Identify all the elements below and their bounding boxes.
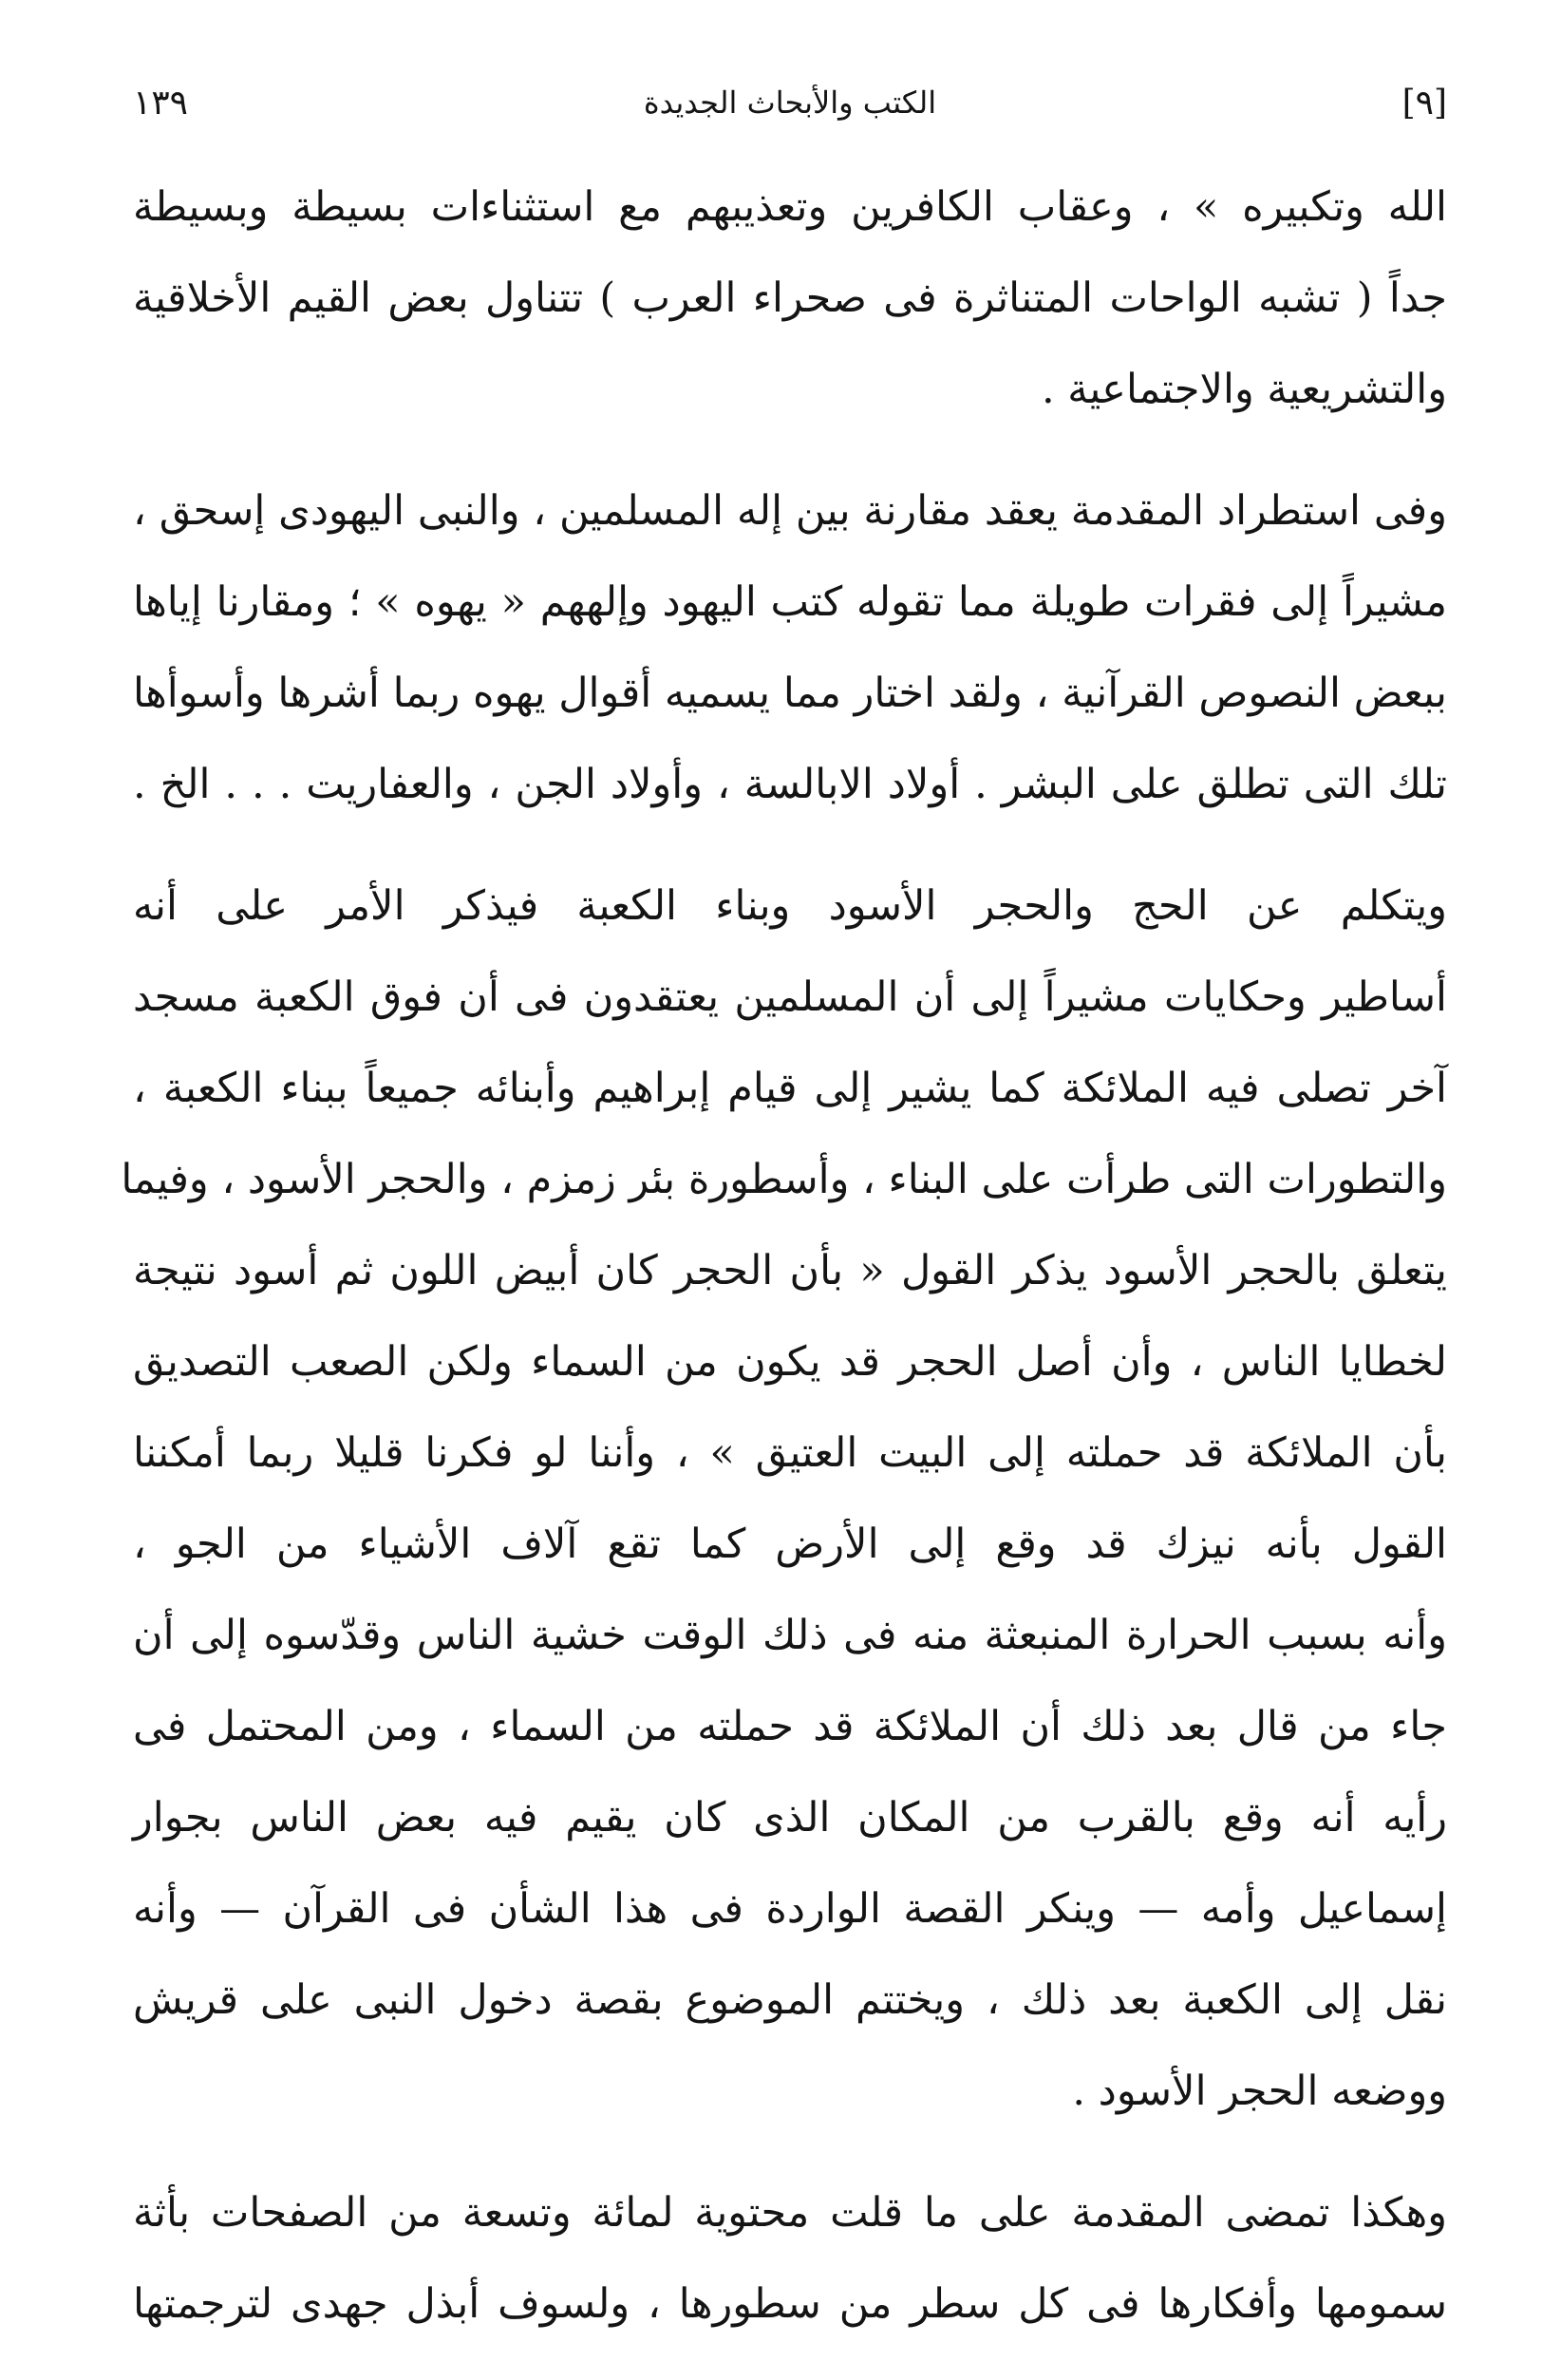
running-title: الكتب والأبحاث الجديدة: [643, 85, 937, 121]
text-line: نقل إلى الكعبة بعد ذلك ، ويختتم الموضوع بقصة دخول النبى على قريش: [133, 1976, 1447, 2024]
text-line: وأنه بسبب الحرارة المنبعثة منه فى ذلك الوقت خشية الناس وقدّسوه إلى أن: [133, 1612, 1447, 1659]
text-line: سمومها وأفكارها فى كل سطر من سطورها ، ولسوف أبذل جهدى لترجمتها: [133, 2280, 1447, 2328]
text-line: القول بأنه نيزك قد وقع إلى الأرض كما تقع آلاف الأشياء من الجو ،: [133, 1521, 1447, 1568]
paragraph: [121, 860, 1447, 2137]
text-line: جداً ( تشبه الواحات المتناثرة فى صحراء العرب ) تتناول بعض القيم الأخلاقية: [133, 274, 1447, 322]
text-line: مشيراً إلى فقرات طويلة مما تقوله كتب اليهود وإلههم « يهوه » ؛ ومقارنا إياها: [133, 578, 1447, 626]
text-line: الله وتكبيره » ، وعقاب الكافرين وتعذيبهم مع استثناءات بسيطة وبسيطة: [133, 183, 1447, 231]
text-line: وهكذا تمضى المقدمة على ما قلت محتوية لمائة وتسعة من الصفحات بأثة: [133, 2189, 1447, 2237]
section-mark: [٩]: [1401, 83, 1447, 123]
text-line: يتعلق بالحجر الأسود يذكر القول « بأن الحجر كان أبيض اللون ثم أسود نتيجة: [133, 1247, 1447, 1294]
text-line: أساطير وحكايات مشيراً إلى أن المسلمين يعتقدون فى أن فوق الكعبة مسجد: [133, 973, 1447, 1021]
text-line: تلك التى تطلق على البشر . أولاد الابالسة ، وأولاد الجن ، والعفاريت . . . الخ .: [133, 761, 1447, 808]
paragraph: [133, 2167, 1447, 2350]
text-line: ويتكلم عن الحج والحجر الأسود وبناء الكعبة فيذكر الأمر على أنه: [133, 882, 1447, 930]
page-header: [133, 74, 1447, 131]
text-line: جاء من قال بعد ذلك أن الملائكة قد حملته من السماء ، ومن المحتمل فى: [133, 1703, 1447, 1750]
text-line: بأن الملائكة قد حملته إلى البيت العتيق » ، وأننا لو فكرنا قليلا ربما أمكننا: [133, 1429, 1447, 1477]
text-line: إسماعيل وأمه — وينكر القصة الواردة فى هذا الشأن فى القرآن — وأنه: [133, 1885, 1447, 1933]
paragraph: [133, 465, 1447, 830]
body-text: [121, 161, 1447, 2380]
text-line: ببعض النصوص القرآنية ، ولقد اختار مما يسميه أقوال يهوه ربما أشرها وأسوأها: [133, 670, 1447, 717]
text-line: والتشريعية والاجتماعية .: [1041, 366, 1447, 413]
text-line: والتطورات التى طرأت على البناء ، وأسطورة بئر زمزم ، والحجر الأسود ، وفيما: [121, 1156, 1447, 1203]
text-line: لخطايا الناس ، وأن أصل الحجر قد يكون من السماء ولكن الصعب التصديق: [133, 1338, 1447, 1386]
text-line: آخر تصلى فيه الملائكة كما يشير إلى قيام إبراهيم وأبنائه جميعاً ببناء الكعبة ،: [133, 1065, 1447, 1112]
paragraph: [133, 161, 1447, 435]
text-line: رأيه أنه وقع بالقرب من المكان الذى كان يقيم فيه بعض الناس بجوار: [133, 1794, 1447, 1842]
text-line: ووضعه الحجر الأسود .: [1072, 2068, 1447, 2115]
page-number: ١٣٩: [133, 83, 189, 123]
text-line: وفى استطراد المقدمة يعقد مقارنة بين إله المسلمين ، والنبى اليهودى إسحق ،: [133, 487, 1447, 535]
